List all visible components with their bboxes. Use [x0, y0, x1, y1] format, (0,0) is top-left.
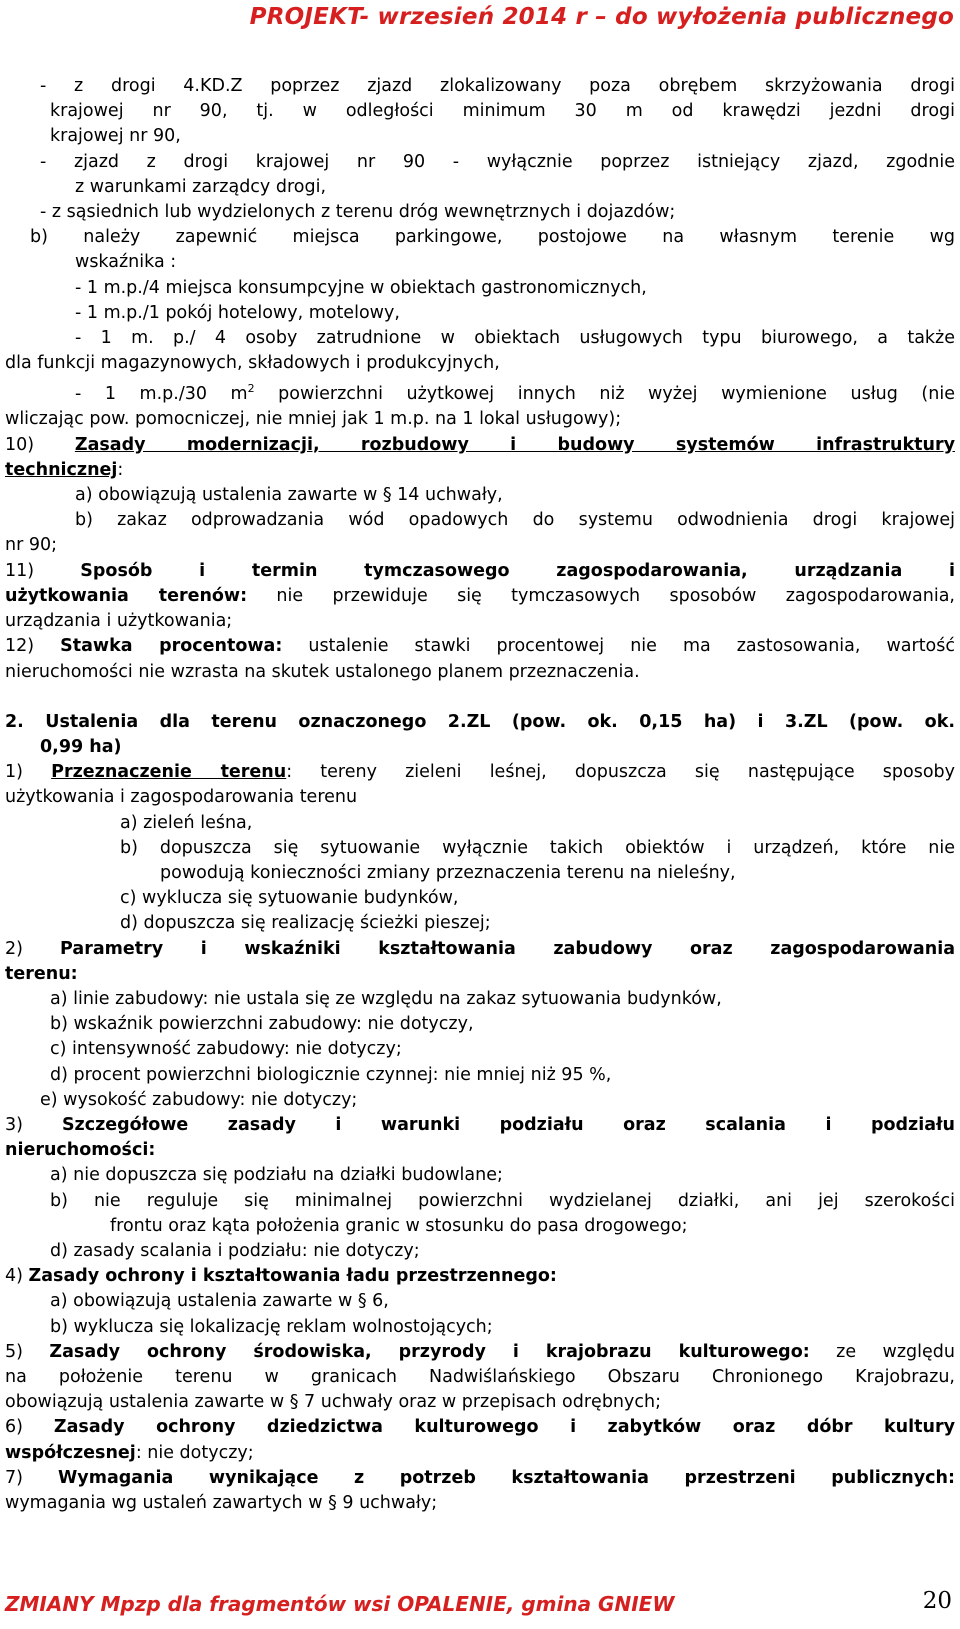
section-heading-2-3: 3) Szczegółowe zasady i warunki podziału oraz scalania i podziału [5, 1114, 955, 1135]
text-line: d) procent powierzchni biologicznie czynnej: nie mniej niż 95 %, [50, 1064, 612, 1085]
text-line: wymagania wg ustaleń zawartych w § 9 uchwały; [5, 1493, 438, 1513]
text-line: b) zakaz odprowadzania wód opadowych do systemu odwodnienia drogi krajowej [75, 510, 955, 531]
text-line: frontu oraz kąta położenia granic w stosunku do pasa drogowego; [110, 1215, 688, 1236]
text-line: - 1 m.p./4 miejsca konsumpcyjne w obiektach gastronomicznych, [75, 277, 647, 298]
text-line: a) linie zabudowy: nie ustala się ze względu na zakaz sytuowania budynków, [50, 988, 722, 1009]
page-number: 20 [922, 1588, 952, 1614]
text-line: - 1 m.p./1 pokój hotelowy, motelowy, [75, 302, 400, 323]
text-line: - 1 m. p./ 4 osoby zatrudnione w obiektach usługowych typu biurowego, a także [75, 328, 955, 349]
page-footer-title: ZMIANY Mpzp dla fragmentów wsi OPALENIE, gmina GNIEW [5, 1592, 675, 1616]
text-line: e) wysokość zabudowy: nie dotyczy; [40, 1089, 358, 1110]
section-heading-12: 12) Stawka procentowa: ustalenie stawki procentowej nie ma zastosowania, wartość [5, 636, 955, 657]
text-line: d) dopuszcza się realizację ścieżki pieszej; [120, 913, 491, 934]
page-header: PROJEKT- wrzesień 2014 r – do wyłożenia publicznego [249, 4, 954, 30]
text-line: powodują konieczności zmiany przeznaczenia terenu na nieleśny, [160, 862, 736, 883]
section-heading-2-2: 2) Parametry i wskaźniki kształtowania zabudowy oraz zagospodarowania [5, 938, 955, 959]
section-title-2: 2. Ustalenia dla terenu oznaczonego 2.ZL (pow. ok. 0,15 ha) i 3.ZL (pow. ok. [5, 711, 955, 732]
text-line: nieruchomości nie wzrasta na skutek ustalonego planem przeznaczenia. [5, 661, 640, 682]
text-line: d) zasady scalania i podziału: nie dotyczy; [50, 1240, 420, 1261]
document-body [5, 74, 955, 1516]
text-line: - z sąsiednich lub wydzielonych z terenu dróg wewnętrznych i dojazdów; [40, 202, 676, 223]
text-line: b) nie reguluje się minimalnej powierzchni wydzielanej działki, ani jej szerokości [50, 1190, 955, 1211]
text-line: urządzania i użytkowania; [5, 611, 233, 632]
text-line: a) nie dopuszcza się podziału na działki budowlane; [50, 1165, 503, 1186]
text-line: wliczając pow. pomocniczej, nie mniej jak 1 m.p. na 1 lokal usługowy); [5, 409, 622, 430]
text-line: współczesnej: nie dotyczy; [5, 1442, 254, 1463]
text-line: technicznej: [5, 459, 124, 480]
text-line: 1) Przeznaczenie terenu: tereny zieleni leśnej, dopuszcza się następujące sposoby [5, 762, 955, 783]
text-line: a) obowiązują ustalenia zawarte w § 14 uchwały, [75, 485, 503, 506]
text-line: c) wyklucza się sytuowanie budynków, [120, 888, 459, 909]
text-line: terenu: [5, 963, 78, 984]
text-line: - zjazd z drogi krajowej nr 90 - wyłącznie poprzez istniejący zjazd, zgodnie [40, 151, 955, 172]
text-line: użytkowania terenów: nie przewiduje się tymczasowych sposobów zagospodarowania, [5, 585, 955, 606]
section-heading-2-6: 6) Zasady ochrony dziedzictwa kulturowego i zabytków oraz dóbr kultury [5, 1417, 955, 1438]
text-line: dla funkcji magazynowych, składowych i produkcyjnych, [5, 353, 500, 374]
section-heading-10: 10) Zasady modernizacji, rozbudowy i budowy systemów infrastruktury [5, 434, 955, 455]
text-line: - 1 m.p./30 $m^2$ powierzchni użytkowej innych niż wyżej wymienione usług (nie [75, 382, 955, 405]
text-line: nr 90; [5, 535, 58, 556]
section-heading-2-5: 5) Zasady ochrony środowiska, przyrody i krajobrazu kulturowego: ze względu [5, 1341, 955, 1362]
text-line: a) obowiązują ustalenia zawarte w § 6, [50, 1291, 389, 1312]
text-line: wskaźnika : [75, 252, 177, 273]
text-line: c) intensywność zabudowy: nie dotyczy; [50, 1039, 402, 1060]
text-line: a) zieleń leśna, [120, 812, 253, 833]
text-line: b) wyklucza się lokalizację reklam wolnostojących; [50, 1316, 493, 1337]
text-line: z warunkami zarządcy drogi, [75, 176, 327, 197]
text-line: obowiązują ustalenia zawarte w § 7 uchwały oraz w przepisach odrębnych; [5, 1392, 661, 1413]
section-heading-2-4: 4) Zasady ochrony i kształtowania ładu przestrzennego: [5, 1266, 557, 1287]
text-line: b) wskaźnik powierzchni zabudowy: nie dotyczy, [50, 1014, 474, 1035]
text-line: nieruchomości: [5, 1140, 156, 1161]
section-heading-11: 11) Sposób i termin tymczasowego zagospodarowania, urządzania i [5, 560, 955, 581]
text-line: b) należy zapewnić miejsca parkingowe, postojowe na własnym terenie wg [30, 227, 955, 248]
text-line: użytkowania i zagospodarowania terenu [5, 787, 358, 808]
text-line: na położenie terenu w granicach Nadwiślańskiego Obszaru Chronionego Krajobrazu, [5, 1366, 955, 1387]
section-heading-2-7: 7) Wymagania wynikające z potrzeb kształtowania przestrzeni publicznych: [5, 1467, 955, 1488]
text-line: - z drogi 4.KD.Z poprzez zjazd zlokalizowany poza obrębem skrzyżowania drogi [40, 76, 955, 96]
text-line: krajowej nr 90, [50, 126, 181, 147]
text-line: 0,99 ha) [40, 736, 122, 757]
text-line: b) dopuszcza się sytuowanie wyłącznie takich obiektów i urządzeń, które nie [120, 837, 955, 858]
text-line: krajowej nr 90, tj. w odległości minimum 30 m od krawędzi jezdni drogi [50, 101, 955, 122]
